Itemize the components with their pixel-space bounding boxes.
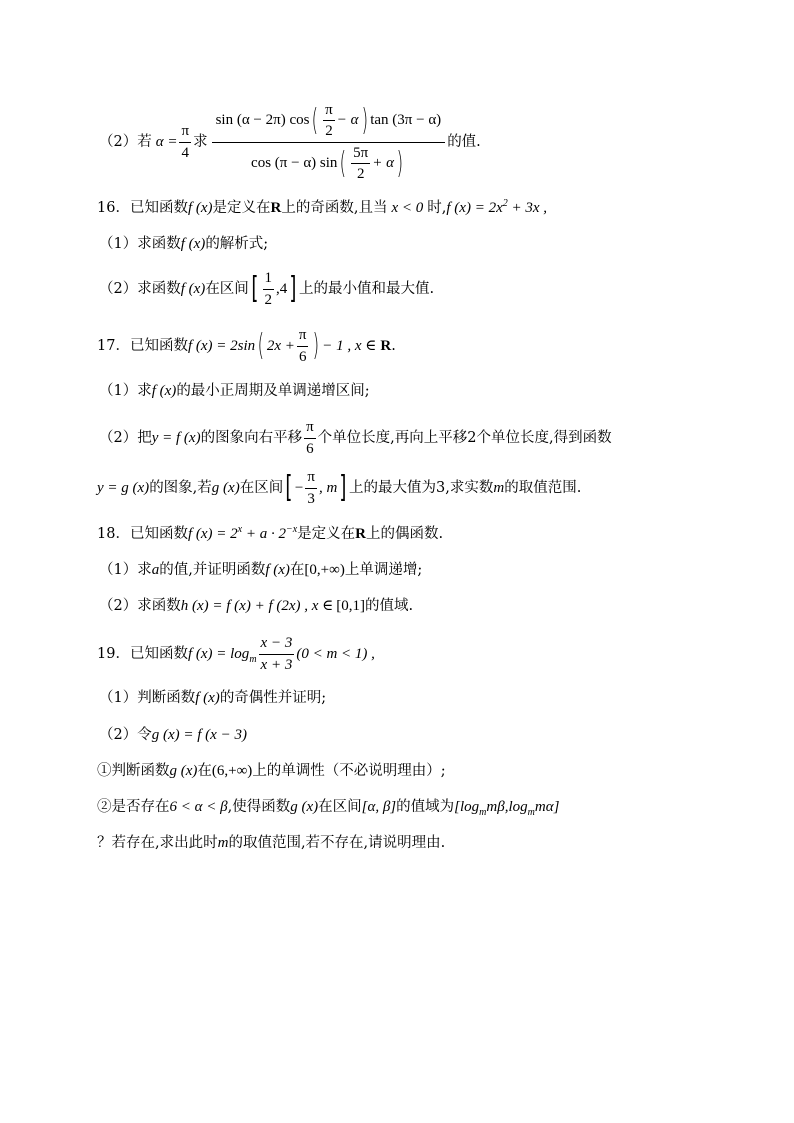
eq-b: + a · 2 <box>245 525 286 542</box>
text: （1）判断函数 <box>99 689 196 706</box>
text: 上单调递增; <box>344 561 423 578</box>
text: 个单位长度,再向上平移2个单位长度,得到函数 <box>317 429 612 446</box>
real-set: R <box>380 337 392 354</box>
fx: f (x) <box>180 280 206 297</box>
text: 在区间 <box>205 280 249 297</box>
q19-stem <box>97 634 754 674</box>
bracket-close: ] <box>339 470 347 505</box>
gx: g (x) <box>211 479 240 496</box>
num-inner-frac <box>323 102 335 140</box>
pi-over-6 <box>304 419 316 457</box>
interval: [α, β] <box>361 798 397 815</box>
q15-suffix: 的值. <box>447 133 481 150</box>
condition: 6 < α < β <box>169 798 228 815</box>
q17-stem <box>97 325 754 367</box>
frac-den: 2 <box>264 291 273 308</box>
interval: [0,1] <box>336 597 366 614</box>
q16-part1 <box>99 233 754 255</box>
interval-end: ,4 <box>276 280 288 297</box>
den-inner-frac <box>351 145 370 183</box>
paren-open: ( <box>312 102 319 138</box>
text: 时, <box>427 199 447 216</box>
text: （1）求函数 <box>99 235 181 252</box>
interval: (6,+∞) <box>211 762 253 779</box>
condition: x < 0 <box>391 199 424 216</box>
text: 在区间 <box>239 479 284 496</box>
eq-a: f (x) = 2 <box>187 525 238 542</box>
text: 的最小正周期及单调递增区间; <box>176 382 370 399</box>
text: 在 <box>289 561 305 578</box>
exponent: 2 <box>502 197 508 209</box>
equation <box>187 523 298 542</box>
text: 的取值范围. <box>504 479 582 496</box>
range-a: [log <box>454 798 480 815</box>
q19-part1 <box>99 687 754 709</box>
fx: f (x) <box>151 382 177 399</box>
interval-end: , m <box>318 479 338 496</box>
text: 的图象,若 <box>149 479 212 496</box>
text: 上的最小值和最大值. <box>299 280 435 297</box>
bracket-close: ] <box>289 271 297 306</box>
frac-den: x + 3 <box>260 656 293 673</box>
ygx: y = g (x) <box>97 479 150 496</box>
frac-den: 4 <box>181 144 190 161</box>
paren-close: ) <box>313 328 320 363</box>
num-part-b: − α <box>336 112 359 129</box>
paren-close: ) <box>396 145 404 181</box>
frac-num: π <box>179 123 191 143</box>
text: 的值,并证明函数 <box>159 561 266 578</box>
fx: f (x) <box>265 561 290 578</box>
eq-b: 2x + <box>266 337 295 354</box>
frac-num: π <box>297 327 309 347</box>
q15-part2-label: （2）若 <box>99 133 152 150</box>
q17-part2-line1 <box>99 418 754 458</box>
text: 在区间 <box>318 798 362 815</box>
bracket-open: [ <box>285 470 293 505</box>
main-denominator <box>247 143 410 183</box>
log-fraction <box>259 635 295 673</box>
frac-num: π <box>305 469 317 489</box>
paren-open: ( <box>257 328 265 363</box>
alpha-equation: α = <box>155 133 178 150</box>
q19-part2 <box>99 724 754 746</box>
real-set: R <box>355 525 366 542</box>
den-part-a: cos (π − α) sin <box>251 155 338 172</box>
exponent: −x <box>285 523 298 535</box>
q18-part1 <box>99 559 754 581</box>
gx: g (x) <box>290 798 319 815</box>
text: 上的单调性（不必说明理由）; <box>252 762 446 779</box>
den-part-b: + α <box>372 155 394 172</box>
q15-part2 <box>99 101 754 182</box>
eq-a: f (x) = 2x <box>446 199 503 216</box>
pi-over-6 <box>297 327 309 365</box>
exponent: x <box>237 523 243 535</box>
pi-over-3 <box>305 469 317 507</box>
equation <box>446 197 548 216</box>
half-frac <box>263 270 275 308</box>
text: ①判断函数 <box>97 762 170 779</box>
pi-over-4 <box>179 123 191 161</box>
q18-part2 <box>99 595 754 617</box>
inner-den: 2 <box>325 123 333 139</box>
text: 的解析式; <box>205 235 269 252</box>
q17-number: 17．已知函数 <box>97 337 188 354</box>
num-part-a: sin (α − 2π) cos <box>215 112 310 129</box>
text: 是定义在 <box>297 525 356 542</box>
inner-num: 5π <box>351 145 370 165</box>
text: 上的最大值为3,求实数 <box>349 479 494 496</box>
bracket-open: [ <box>251 271 259 306</box>
frac-num: π <box>304 419 316 439</box>
num-part-c: tan (3π − α) <box>370 112 442 129</box>
log-expr <box>187 645 257 665</box>
text: （1）求 <box>99 561 152 578</box>
frac-den: 3 <box>307 490 315 507</box>
minus-sign: − <box>294 479 304 496</box>
text: 的奇偶性并证明; <box>219 689 327 706</box>
var-m: m <box>493 479 505 496</box>
interval: [0,+∞) <box>304 561 345 578</box>
gx-def: g (x) = f (x − 3) <box>151 726 247 743</box>
range-c: mα] <box>534 798 560 815</box>
log-base: m <box>527 806 535 818</box>
eq-a: f (x) = 2sin <box>187 337 256 354</box>
frac-num: 1 <box>263 270 275 290</box>
yfx: y = f (x) <box>151 429 201 446</box>
fx: f (x) <box>180 235 206 252</box>
paren-close: ) <box>361 102 368 138</box>
var-a: a <box>151 561 160 578</box>
q17-part2-line2 <box>97 467 754 509</box>
main-fraction <box>212 102 446 183</box>
text: 的图象向右平移 <box>200 429 303 446</box>
eq-c: − 1 , x ∈ <box>322 337 377 354</box>
q18-stem <box>97 523 754 545</box>
fx: f (x) <box>195 689 220 706</box>
text: ②是否存在 <box>97 798 170 815</box>
text: （2）把 <box>99 429 152 446</box>
main-numerator <box>212 102 446 143</box>
text: 的取值范围,若不存在,请说明理由. <box>228 834 446 851</box>
hx-def: h (x) = f (x) + f (2x) , x ∈ <box>180 597 334 614</box>
inner-den: 2 <box>356 166 365 182</box>
var-m: m <box>217 834 229 851</box>
q19-sub1 <box>97 760 754 782</box>
text: （2）求函数 <box>99 597 181 614</box>
text: 是定义在 <box>212 199 271 216</box>
paren-open: ( <box>340 145 347 181</box>
frac-den: 6 <box>298 348 307 365</box>
eq-b: (0 < m < 1) , <box>296 645 375 662</box>
q19-sub2-cont <box>97 832 754 854</box>
log-base: m <box>479 806 487 818</box>
text: ,使得函数 <box>227 798 291 815</box>
real-set: R <box>270 199 282 216</box>
period: . <box>391 337 396 354</box>
frac-num: x − 3 <box>259 635 295 655</box>
range-b: mβ,log <box>486 798 528 815</box>
q19-sub2 <box>97 795 754 819</box>
text: （2）令 <box>99 726 152 743</box>
text: 的值域为 <box>396 798 455 815</box>
text: ？若存在,求出此时 <box>97 834 218 851</box>
qiu-text: 求 <box>193 133 208 150</box>
q16-number: 16．已知函数 <box>97 199 188 216</box>
q16-stem <box>97 197 754 219</box>
q16-part2 <box>99 268 754 310</box>
text: 的值域. <box>365 597 414 614</box>
text: 上的奇函数,且当 <box>281 199 388 216</box>
eq-b: + 3x , <box>511 199 548 216</box>
inner-num: π <box>323 102 335 122</box>
text: 在 <box>197 762 212 779</box>
eq-a: f (x) = log <box>187 645 250 662</box>
text: （1）求 <box>99 382 152 399</box>
gx: g (x) <box>169 762 198 779</box>
fx: f (x) <box>187 199 213 216</box>
q19-number: 19．已知函数 <box>97 645 188 662</box>
text: 上的偶函数. <box>366 525 444 542</box>
q17-part1 <box>99 380 754 402</box>
log-base: m <box>249 653 257 665</box>
q18-number: 18．已知函数 <box>97 525 188 542</box>
text: （2）求函数 <box>99 280 181 297</box>
range-expr <box>454 798 560 818</box>
frac-den: 6 <box>306 440 314 457</box>
